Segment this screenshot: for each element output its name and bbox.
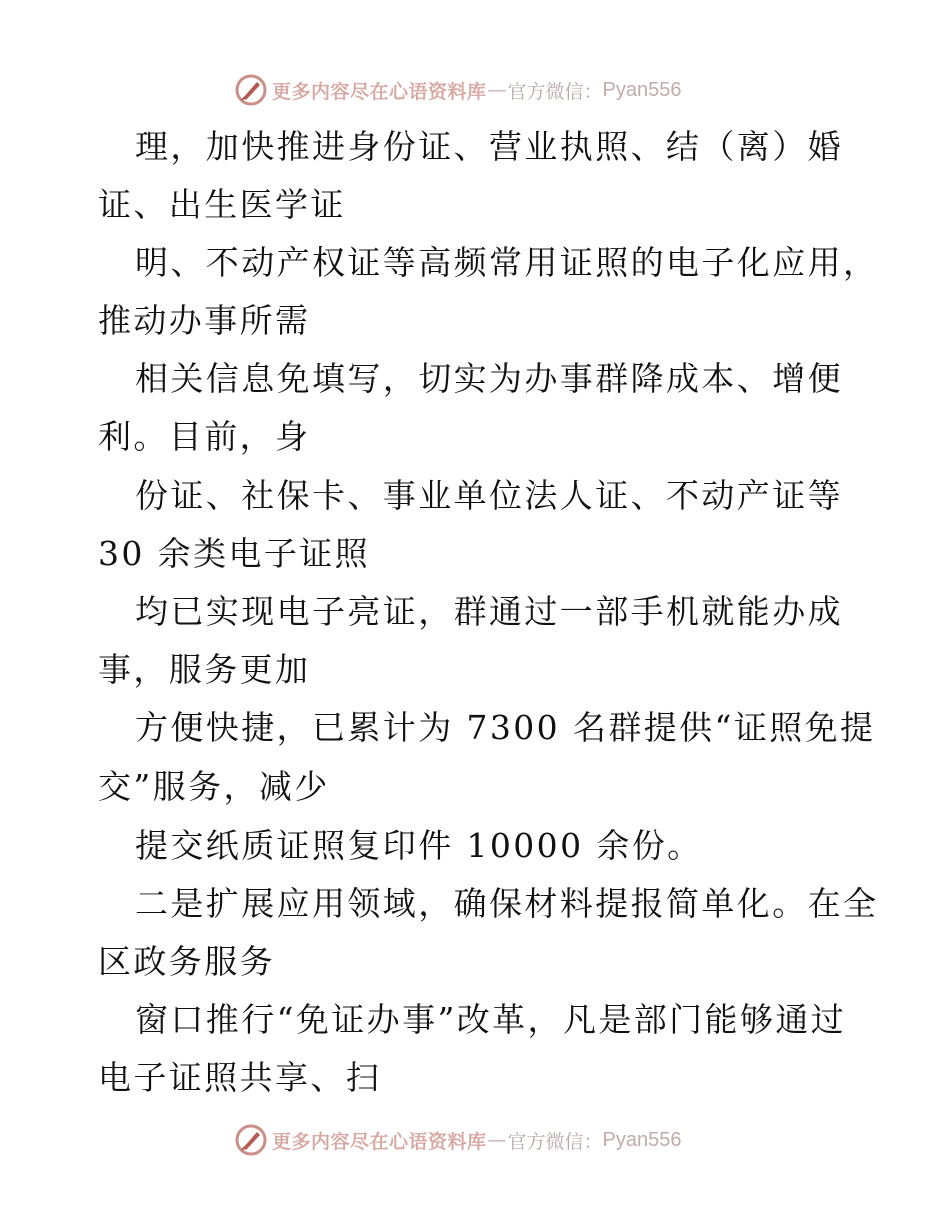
body-line: 推动办事所需	[98, 301, 311, 340]
body-line: 份证、社保卡、事业单位法人证、不动产证等	[135, 476, 843, 515]
body-line: 方便快捷，已累计为 7300 名群提供“证照免提	[135, 708, 876, 747]
watermark-dash: —	[487, 79, 507, 101]
watermark-main-text: 更多内容尽在心语资料库	[272, 80, 487, 103]
quill-pen-logo-icon	[234, 1123, 268, 1157]
watermark-label: 官方微信：	[507, 80, 603, 103]
body-line: 电子证照共享、扫	[98, 1058, 382, 1097]
watermark-id: Pyan556	[602, 78, 682, 101]
body-line: 明、不动产权证等高频常用证照的电子化应用，	[135, 243, 879, 282]
body-line: 利。目前，身	[98, 417, 311, 456]
body-line: 交”服务，减少	[98, 767, 330, 806]
body-line: 事，服务更加	[98, 650, 311, 689]
body-line: 理，加快推进身份证、营业执照、结（离）婚	[135, 127, 843, 166]
body-line: 二是扩展应用领域，确保材料提报简单化。在全	[135, 884, 879, 923]
watermark-id: Pyan556	[602, 1128, 682, 1151]
body-line: 窗口推行“免证办事”改革，凡是部门能够通过	[135, 1000, 847, 1039]
body-line: 均已实现电子亮证，群通过一部手机就能办成	[135, 592, 843, 631]
body-line: 提交纸质证照复印件 10000 余份。	[135, 826, 703, 865]
watermark-main-text: 更多内容尽在心语资料库	[272, 1130, 487, 1153]
body-line: 区政务服务	[98, 942, 275, 981]
footer-watermark	[234, 1120, 682, 1160]
watermark-dash: —	[487, 1129, 507, 1151]
quill-pen-logo-icon	[234, 73, 268, 107]
watermark-label: 官方微信：	[507, 1130, 603, 1153]
header-watermark	[234, 70, 682, 110]
body-line: 证、出生医学证	[98, 185, 346, 224]
body-line: 30 余类电子证照	[98, 534, 371, 573]
body-line: 相关信息免填写，切实为办事群降成本、增便	[135, 359, 843, 398]
